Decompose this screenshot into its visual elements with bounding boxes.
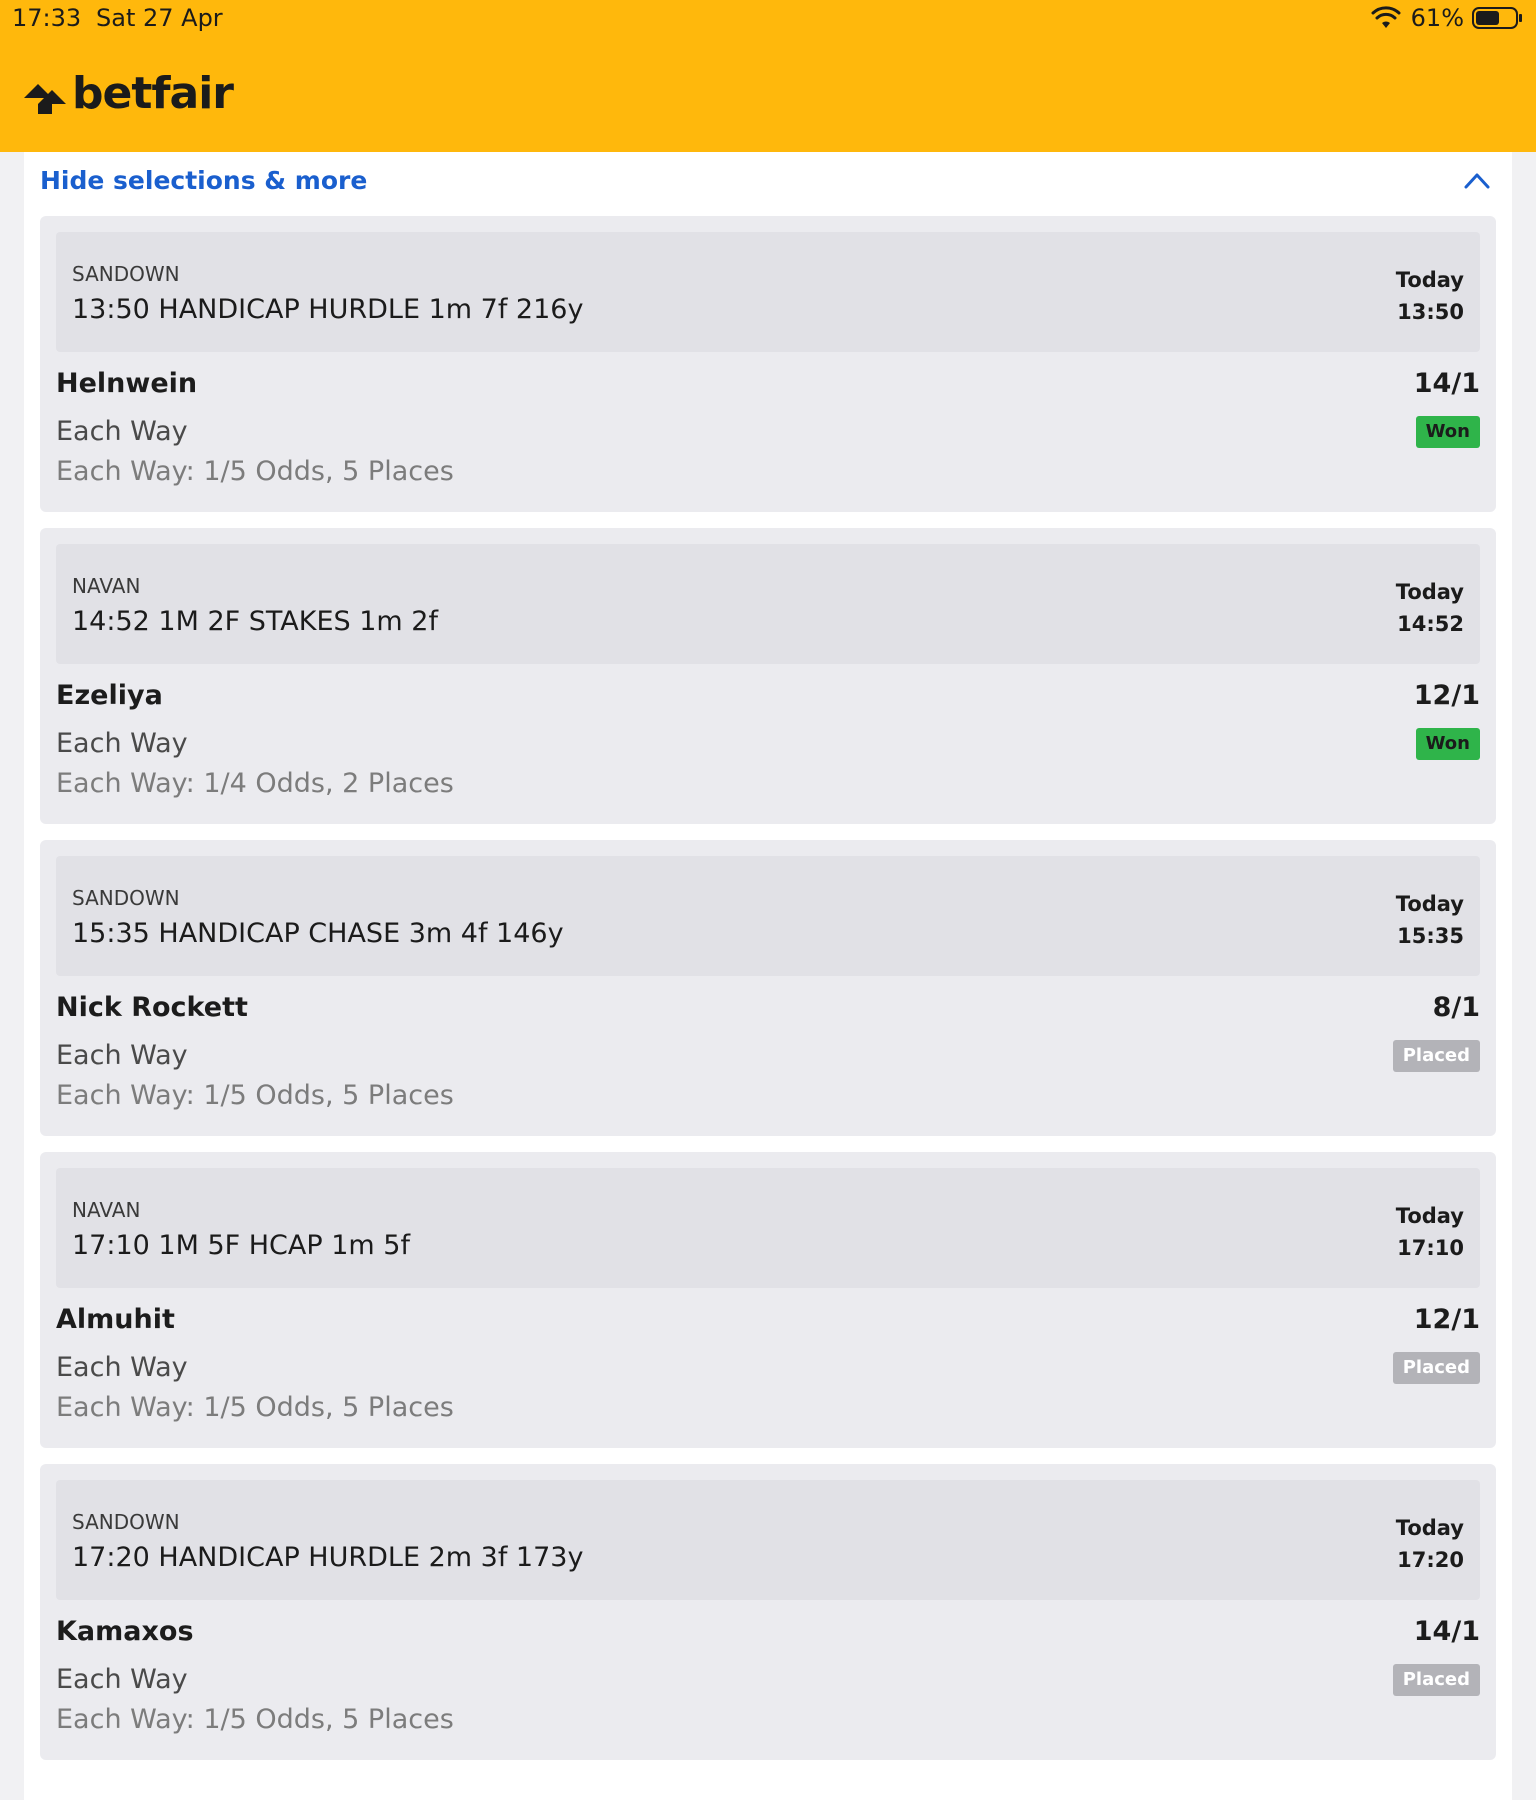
each-way-terms: Each Way: 1/4 Odds, 2 Places: [56, 768, 454, 799]
race-start-time: 13:50: [1397, 300, 1464, 324]
bet-type: Each Way: [56, 728, 188, 759]
runner-name: Helnwein: [56, 368, 198, 399]
result-badge: Placed: [1393, 1040, 1480, 1072]
race-header: [56, 232, 1480, 352]
status-time: 17:33: [12, 4, 82, 32]
logo-wordmark: betfair: [72, 68, 233, 119]
result-badge: Placed: [1393, 1352, 1480, 1384]
race-header: [56, 1168, 1480, 1288]
odds: 12/1: [1413, 680, 1480, 711]
runner-name: Nick Rockett: [56, 992, 248, 1023]
chevron-up-icon[interactable]: [1462, 170, 1492, 190]
bet-type: Each Way: [56, 1664, 188, 1695]
selection-card: [40, 216, 1496, 512]
bet-type: Each Way: [56, 1352, 188, 1383]
race-day: Today: [1395, 268, 1464, 292]
odds: 14/1: [1413, 1616, 1480, 1647]
runner-name: Almuhit: [56, 1304, 175, 1335]
race-header: [56, 856, 1480, 976]
runner-name: Kamaxos: [56, 1616, 194, 1647]
race-time: [1396, 576, 1464, 640]
race-venue: NAVAN: [72, 574, 141, 598]
race-day: Today: [1395, 580, 1464, 604]
race-start-time: 14:52: [1397, 612, 1464, 636]
status-date: Sat 27 Apr: [96, 4, 223, 32]
race-name: 15:35 HANDICAP CHASE 3m 4f 146y: [72, 918, 564, 949]
selection-card: [40, 1464, 1496, 1760]
race-start-time: 15:35: [1397, 924, 1464, 948]
wifi-icon: [1371, 6, 1401, 30]
race-time: [1396, 264, 1464, 328]
hide-selections-link[interactable]: Hide selections & more: [40, 165, 368, 195]
status-indicators: [1371, 4, 1524, 32]
race-name: 17:20 HANDICAP HURDLE 2m 3f 173y: [72, 1542, 584, 1573]
selection-list: [40, 216, 1496, 1776]
race-header: [56, 544, 1480, 664]
each-way-terms: Each Way: 1/5 Odds, 5 Places: [56, 456, 454, 487]
selection-card: [40, 840, 1496, 1136]
race-venue: SANDOWN: [72, 886, 180, 910]
battery-icon: [1472, 6, 1524, 30]
bet-details-panel: [24, 152, 1512, 1800]
app-header: [0, 0, 1536, 152]
race-header: [56, 1480, 1480, 1600]
race-name: 14:52 1M 2F STAKES 1m 2f: [72, 606, 438, 637]
race-name: 13:50 HANDICAP HURDLE 1m 7f 216y: [72, 294, 584, 325]
odds: 8/1: [1432, 992, 1480, 1023]
each-way-terms: Each Way: 1/5 Odds, 5 Places: [56, 1080, 454, 1111]
bet-type: Each Way: [56, 1040, 188, 1071]
betfair-logo[interactable]: [24, 68, 233, 119]
race-venue: SANDOWN: [72, 1510, 180, 1534]
battery-percentage: 61%: [1410, 4, 1464, 32]
hide-selections-toggle[interactable]: [40, 152, 1496, 208]
selection-card: [40, 1152, 1496, 1448]
race-time: [1396, 1200, 1464, 1264]
bet-type: Each Way: [56, 416, 188, 447]
odds: 14/1: [1413, 368, 1480, 399]
race-name: 17:10 1M 5F HCAP 1m 5f: [72, 1230, 410, 1261]
each-way-terms: Each Way: 1/5 Odds, 5 Places: [56, 1392, 454, 1423]
result-badge: Placed: [1393, 1664, 1480, 1696]
result-badge: Won: [1416, 416, 1480, 448]
race-venue: SANDOWN: [72, 262, 180, 286]
result-badge: Won: [1416, 728, 1480, 760]
race-day: Today: [1395, 1516, 1464, 1540]
race-time: [1396, 888, 1464, 952]
each-way-terms: Each Way: 1/5 Odds, 5 Places: [56, 1704, 454, 1735]
runner-name: Ezeliya: [56, 680, 163, 711]
race-day: Today: [1395, 892, 1464, 916]
race-venue: NAVAN: [72, 1198, 141, 1222]
race-day: Today: [1395, 1204, 1464, 1228]
race-start-time: 17:10: [1397, 1236, 1464, 1260]
odds: 12/1: [1413, 1304, 1480, 1335]
betfair-logo-mark-icon: [24, 74, 68, 114]
race-time: [1396, 1512, 1464, 1576]
selection-card: [40, 528, 1496, 824]
race-start-time: 17:20: [1397, 1548, 1464, 1572]
